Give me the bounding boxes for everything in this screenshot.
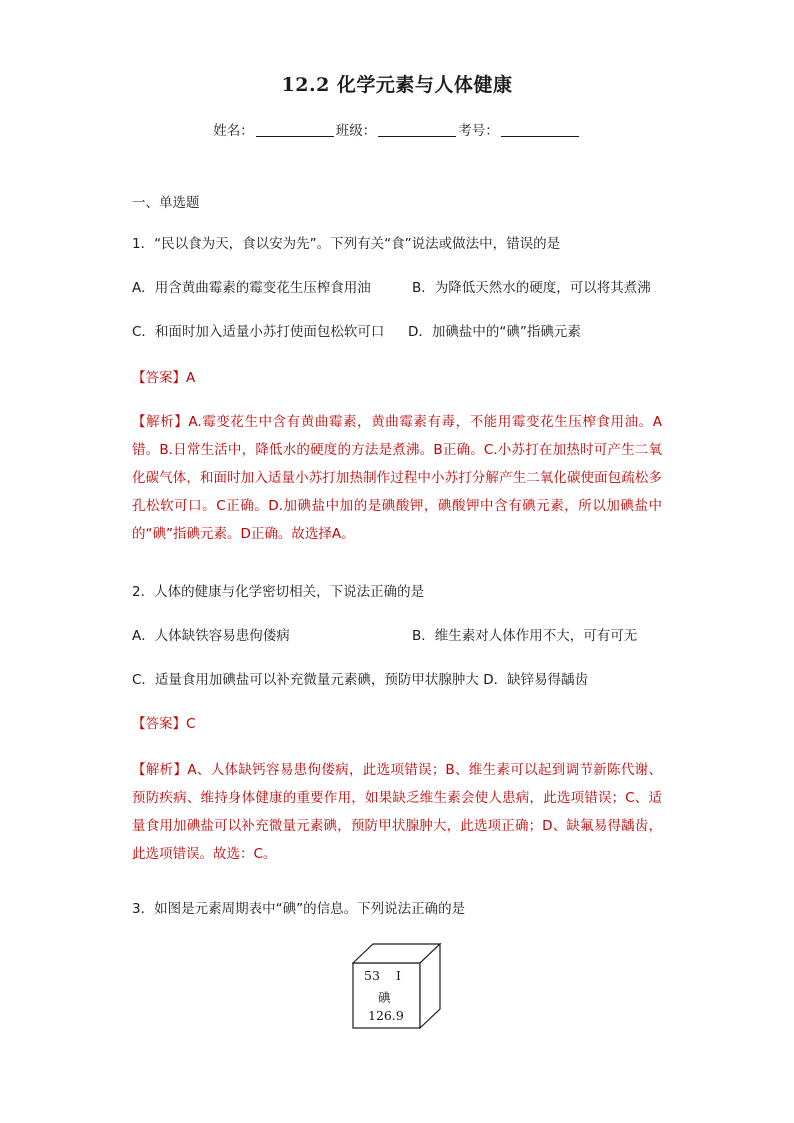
question-1-option-b: B．为降低天然水的硬度，可以将其煮沸	[412, 280, 651, 296]
atomic-mass: 126.9	[368, 1008, 404, 1023]
answer-value: A	[186, 370, 196, 386]
question-1-stem: 1．“民以食为天，食以安为先”。下列有关“食”说法或做法中，错误的是	[132, 236, 561, 252]
analysis-label: 【解析】	[132, 762, 188, 778]
class-blank[interactable]	[378, 124, 456, 137]
name-label: 姓名：	[213, 123, 254, 139]
exam-number-label: 考号：	[458, 123, 499, 139]
question-1-answer	[132, 368, 195, 388]
class-label: 班级：	[335, 123, 377, 139]
answer-label: 【答案】	[132, 370, 186, 386]
answer-label: 【答案】	[132, 716, 186, 732]
question-1-option-a: A．用含黄曲霉素的霉变花生压榨食用油	[132, 280, 371, 296]
question-3-stem: 3．如图是元素周期表中“碘”的信息。下列说法正确的是	[132, 901, 466, 917]
question-1-option-c: C．和面时加入适量小苏打使面包松软可口	[132, 324, 385, 340]
analysis-text: A.霉变花生中含有黄曲霉素，黄曲霉素有毒，不能用霉变花生压榨食用油。A错。B.日常生活中，降低水的硬度的方法是煮沸。B正确。C.小苏打在加热时可产生二氧化碳气体，和面时加入适量小苏打加热制作过程中小苏打分解产生二氧化碳使面包疏松多孔松软可口。C正确。D.加碘盐中加的是碘酸钾，碘酸钾中含有碘元素，所以加碘盐中的“碘”指碘元素。D正确。故选择A。	[132, 414, 662, 542]
page-title: 12.2 化学元素与人体健康	[281, 74, 513, 96]
student-info-line	[0, 119, 794, 139]
question-2-stem: 2．人体的健康与化学密切相关，下说法正确的是	[132, 584, 425, 600]
atomic-number: 53	[364, 968, 380, 983]
element-name: 碘	[378, 990, 391, 1005]
element-symbol: I	[396, 968, 401, 983]
question-2-option-c-d: C．适量食用加碘盐可以补充微量元素碘，预防甲状腺肿大 D．缺锌易得龋齿	[132, 672, 589, 688]
answer-value: C	[186, 716, 196, 732]
iodine-element-card	[352, 943, 452, 1037]
question-2-answer	[132, 714, 195, 734]
section-heading: 一、单选题	[132, 195, 200, 211]
question-2-analysis	[132, 756, 662, 868]
name-blank[interactable]	[256, 124, 334, 137]
question-1-option-d: D．加碘盐中的“碘”指碘元素	[408, 324, 581, 340]
question-1-analysis	[132, 408, 662, 548]
question-2-option-a: A．人体缺铁容易患佝偻病	[132, 628, 290, 644]
exam-number-blank[interactable]	[501, 124, 579, 137]
analysis-label: 【解析】	[132, 414, 189, 430]
question-2-option-b: B．维生素对人体作用不大，可有可无	[412, 628, 638, 644]
analysis-text: A、人体缺钙容易患佝偻病，此选项错误；B、维生素可以起到调节新陈代谢、预防疾病、维持身体健康的重要作用，如果缺乏维生素会使人患病，此选项错误；C、适量食用加碘盐可以补充微量元素碘，预防甲状腺肿大，此选项正确；D、缺氟易得龋齿，此选项错误。故选：C。	[132, 762, 663, 862]
